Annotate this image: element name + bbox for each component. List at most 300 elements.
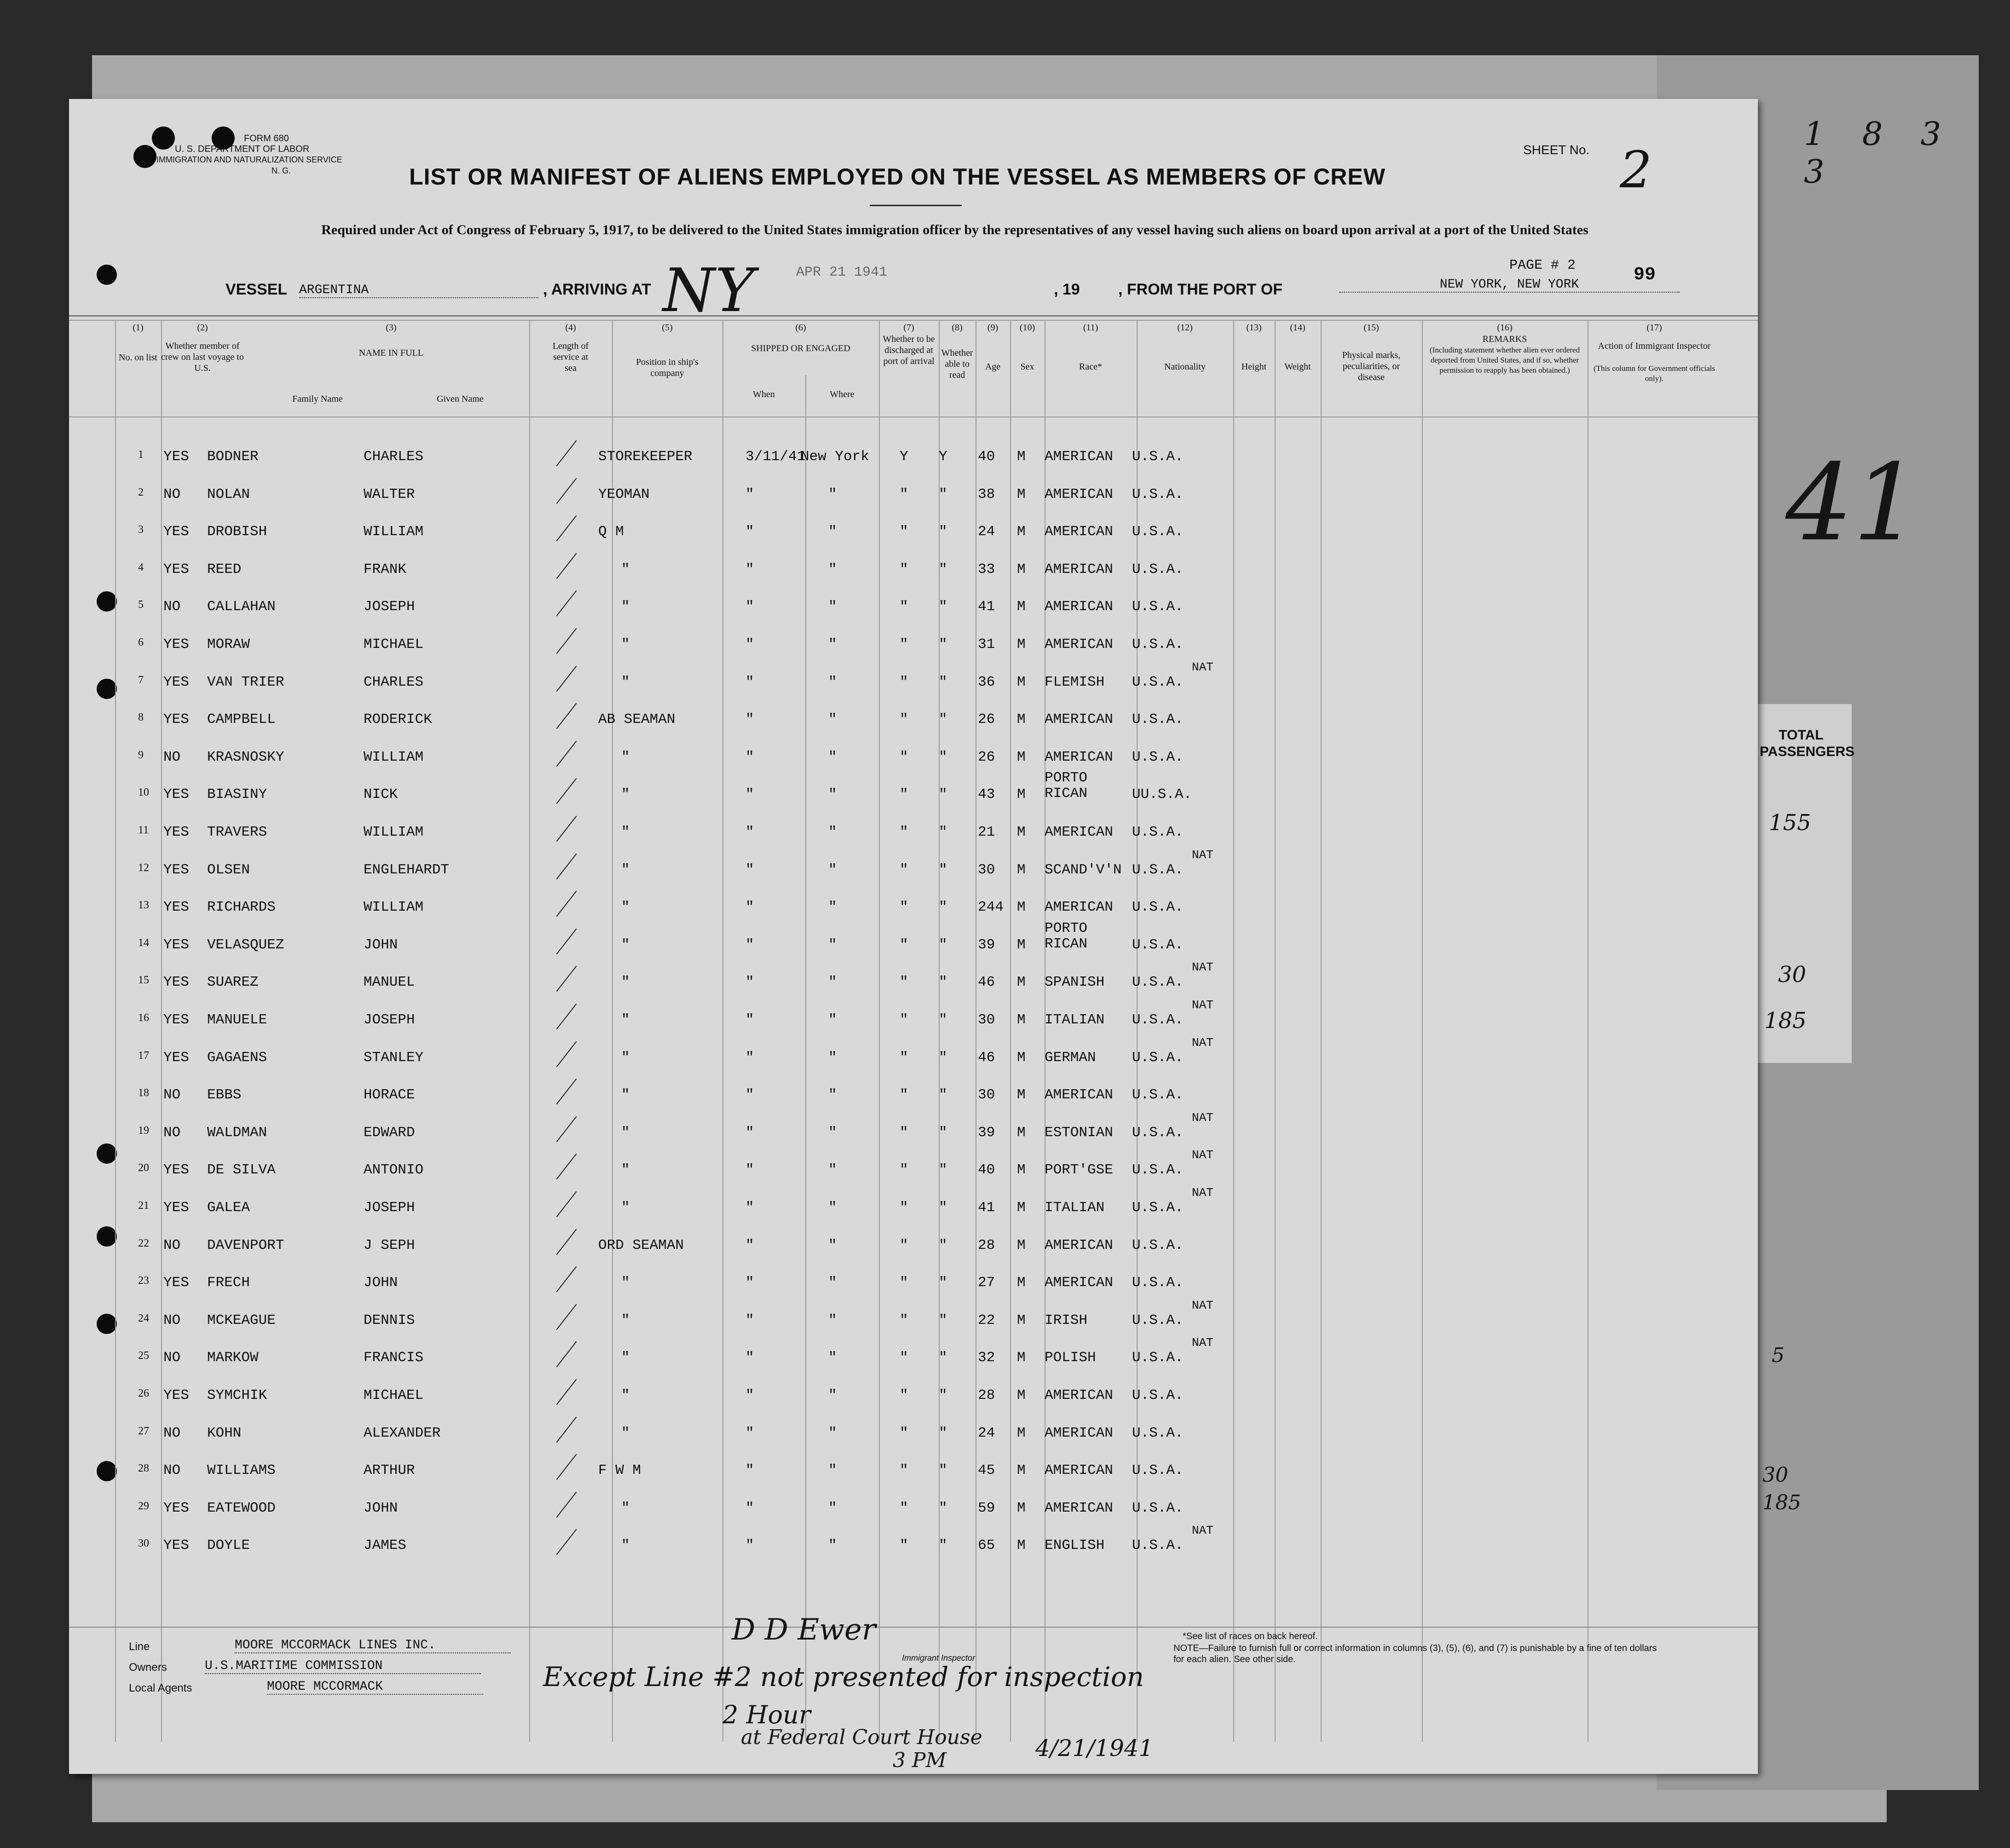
row-number: 18 bbox=[138, 1087, 149, 1099]
row-number: 30 bbox=[138, 1537, 149, 1550]
given-name: WALTER bbox=[364, 486, 415, 502]
able-to-read: " bbox=[939, 1425, 947, 1441]
race: AMERICAN bbox=[1045, 561, 1113, 578]
discharged: " bbox=[900, 1500, 908, 1516]
row-number: 12 bbox=[138, 861, 149, 874]
crew-last-voyage: YES bbox=[163, 1049, 189, 1066]
table-row bbox=[69, 899, 1758, 936]
shipped-where: " bbox=[828, 561, 837, 578]
able-to-read: " bbox=[939, 599, 947, 615]
col-3-given: Given Name bbox=[437, 394, 484, 404]
table-row bbox=[69, 561, 1758, 598]
sex: M bbox=[1017, 599, 1026, 615]
nationality: U.S.A. bbox=[1132, 561, 1184, 578]
age: 46 bbox=[978, 1049, 995, 1066]
sex: M bbox=[1017, 636, 1026, 653]
table-row bbox=[69, 660, 1758, 711]
age: 41 bbox=[978, 1200, 995, 1216]
sex: M bbox=[1017, 1387, 1026, 1403]
position: " bbox=[621, 1425, 630, 1441]
given-name: WILLIAM bbox=[364, 899, 424, 916]
given-name: WILLIAM bbox=[364, 824, 424, 840]
owners-value: U.S.MARITIME COMMISSION bbox=[205, 1659, 481, 1674]
title-rule bbox=[870, 205, 962, 206]
sex: M bbox=[1017, 449, 1026, 465]
family-name: KRASNOSKY bbox=[207, 749, 284, 765]
shipped-when: " bbox=[745, 1387, 754, 1403]
col-8-num: (8) bbox=[952, 323, 963, 333]
shipped-where: " bbox=[828, 674, 837, 690]
handwritten-note-2: 2 Hour bbox=[722, 1700, 811, 1729]
race: AMERICAN bbox=[1045, 1237, 1113, 1253]
family-name: DROBISH bbox=[207, 524, 267, 540]
crew-last-voyage: NO bbox=[163, 599, 181, 615]
col-4-num: (4) bbox=[565, 323, 576, 333]
shipped-when: " bbox=[745, 674, 754, 690]
col-6-when: When bbox=[753, 389, 775, 399]
position: " bbox=[621, 1124, 630, 1141]
table-row bbox=[69, 920, 1758, 974]
crew-last-voyage: YES bbox=[163, 824, 189, 840]
race: ITALIAN bbox=[1045, 1012, 1105, 1028]
shipped-where: " bbox=[828, 749, 837, 765]
sex: M bbox=[1017, 1537, 1026, 1554]
sex: M bbox=[1017, 1200, 1026, 1216]
col-5-label: Position in ship's company bbox=[636, 357, 699, 378]
family-name: NOLAN bbox=[207, 486, 250, 502]
position: " bbox=[621, 1049, 630, 1066]
race: AMERICAN bbox=[1045, 1462, 1113, 1479]
shipped-where: " bbox=[828, 1087, 837, 1103]
able-to-read: " bbox=[939, 899, 947, 916]
col-9-num: (9) bbox=[987, 323, 999, 333]
col-12-num: (12) bbox=[1177, 323, 1193, 333]
col-12-label: Nationality bbox=[1164, 362, 1206, 372]
age: 27 bbox=[978, 1275, 995, 1291]
table-row bbox=[69, 1524, 1758, 1574]
table-top-rule-2 bbox=[69, 320, 1758, 321]
shipped-when: " bbox=[745, 1237, 754, 1253]
given-name: ANTONIO bbox=[364, 1162, 424, 1178]
race: AMERICAN bbox=[1045, 1275, 1113, 1291]
position: " bbox=[621, 861, 630, 878]
nationality: U.S.A. bbox=[1132, 824, 1184, 840]
shipped-when: " bbox=[745, 899, 754, 916]
family-name: FRECH bbox=[207, 1275, 250, 1291]
handwritten-note-3: at Federal Court House bbox=[741, 1726, 982, 1749]
able-to-read: " bbox=[939, 1275, 947, 1291]
row-number: 10 bbox=[138, 786, 149, 799]
col-17-num: (17) bbox=[1646, 323, 1662, 333]
table-row bbox=[69, 1425, 1758, 1462]
table-row bbox=[69, 1387, 1758, 1424]
age: 24 bbox=[978, 1425, 995, 1441]
given-name: HORACE bbox=[364, 1087, 415, 1103]
family-name: SYMCHIK bbox=[207, 1387, 267, 1403]
given-name: CHARLES bbox=[364, 674, 424, 690]
race: FLEMISH bbox=[1045, 674, 1105, 690]
family-name: MCKEAGUE bbox=[207, 1312, 276, 1328]
row-number: 5 bbox=[138, 599, 144, 611]
position: " bbox=[621, 561, 630, 578]
age: 30 bbox=[978, 861, 995, 878]
agents-label: Local Agents bbox=[129, 1682, 192, 1694]
row-number: 25 bbox=[138, 1350, 149, 1362]
nationality: U.S.A. bbox=[1132, 636, 1184, 653]
given-name: FRANK bbox=[364, 561, 407, 578]
family-name: EATEWOOD bbox=[207, 1500, 276, 1516]
position: STOREKEEPER bbox=[598, 449, 693, 465]
age: 38 bbox=[978, 486, 995, 502]
able-to-read: " bbox=[939, 1387, 947, 1403]
crew-last-voyage: YES bbox=[163, 524, 189, 540]
corner-numbers: 1 8 3 3 bbox=[1804, 115, 1955, 191]
race: AMERICAN bbox=[1045, 486, 1113, 502]
race: GERMAN bbox=[1045, 1049, 1096, 1066]
position: " bbox=[621, 599, 630, 615]
row-number: 17 bbox=[138, 1049, 149, 1062]
shipped-where: " bbox=[828, 1387, 837, 1403]
family-name: DOYLE bbox=[207, 1537, 250, 1554]
punch-hole bbox=[133, 145, 156, 168]
col-11-label: Race* bbox=[1079, 362, 1102, 372]
shipped-where: " bbox=[828, 1350, 837, 1366]
col-5-num: (5) bbox=[662, 323, 673, 333]
age: 40 bbox=[978, 1162, 995, 1178]
sex: M bbox=[1017, 824, 1026, 840]
shipped-where: " bbox=[828, 599, 837, 615]
able-to-read: " bbox=[939, 1237, 947, 1253]
nationality: U.S.A. bbox=[1132, 861, 1184, 878]
service-short: N. G. bbox=[271, 166, 291, 175]
family-name: WILLIAMS bbox=[207, 1462, 276, 1479]
col-7-label: Whether to be discharged at port of arrival bbox=[883, 334, 935, 366]
nationality: U.S.A. bbox=[1132, 1500, 1184, 1516]
table-row bbox=[69, 824, 1758, 861]
able-to-read: " bbox=[939, 1049, 947, 1066]
shipped-where: " bbox=[828, 974, 837, 991]
col-4-label: Length of service at sea bbox=[552, 341, 589, 373]
shipped-where: " bbox=[828, 1162, 837, 1178]
position: Q M bbox=[598, 524, 624, 540]
row-number: 9 bbox=[138, 749, 144, 761]
age: 22 bbox=[978, 1312, 995, 1328]
given-name: JOSEPH bbox=[364, 599, 415, 615]
given-name: WILLIAM bbox=[364, 749, 424, 765]
row-number: 15 bbox=[138, 974, 149, 987]
col-2-num: (2) bbox=[197, 323, 208, 333]
shipped-where: " bbox=[828, 1124, 837, 1141]
shipped-where: New York bbox=[801, 449, 869, 465]
crew-last-voyage: NO bbox=[163, 1350, 181, 1366]
table-row bbox=[69, 1087, 1758, 1124]
col-8-label: Whether able to read bbox=[941, 348, 973, 380]
row-number: 23 bbox=[138, 1275, 149, 1287]
age: 26 bbox=[978, 749, 995, 765]
nationality: U.S.A. bbox=[1132, 1312, 1184, 1328]
row-number: 29 bbox=[138, 1500, 149, 1512]
discharged: Y bbox=[900, 449, 908, 465]
nationality: U.S.A. bbox=[1132, 749, 1184, 765]
nationality: U.S.A. bbox=[1132, 1462, 1184, 1479]
col-10-label: Sex bbox=[1020, 362, 1034, 372]
family-name: GALEA bbox=[207, 1200, 250, 1216]
discharged: " bbox=[900, 1425, 908, 1441]
given-name: ENGLEHARDT bbox=[364, 861, 450, 878]
discharged: " bbox=[900, 1312, 908, 1328]
able-to-read: " bbox=[939, 711, 947, 728]
crew-last-voyage: YES bbox=[163, 674, 189, 690]
col-13-num: (13) bbox=[1246, 323, 1262, 333]
shipped-when: " bbox=[745, 786, 754, 803]
nationality: U.S.A. bbox=[1132, 711, 1184, 728]
able-to-read: " bbox=[939, 824, 947, 840]
sex: M bbox=[1017, 1162, 1026, 1178]
discharged: " bbox=[900, 1275, 908, 1291]
age: 24 bbox=[978, 524, 995, 540]
col-16-label: REMARKS bbox=[1482, 334, 1527, 344]
crew-last-voyage: YES bbox=[163, 636, 189, 653]
family-name: KOHN bbox=[207, 1425, 242, 1441]
shipped-when: " bbox=[745, 861, 754, 878]
shipped-when: " bbox=[745, 524, 754, 540]
crew-last-voyage: NO bbox=[163, 1425, 181, 1441]
big-number: 41 bbox=[1785, 442, 1920, 565]
discharged: " bbox=[900, 899, 908, 916]
sex: M bbox=[1017, 1500, 1026, 1516]
discharged: " bbox=[900, 1124, 908, 1141]
row-number: 24 bbox=[138, 1312, 149, 1324]
discharged: " bbox=[900, 636, 908, 653]
able-to-read: " bbox=[939, 1462, 947, 1479]
shipped-where: " bbox=[828, 1275, 837, 1291]
able-to-read: " bbox=[939, 636, 947, 653]
nationality: U.S.A. bbox=[1132, 674, 1184, 690]
row-number: 16 bbox=[138, 1012, 149, 1024]
sex: M bbox=[1017, 1237, 1026, 1253]
nationality: U.S.A. bbox=[1132, 1275, 1184, 1291]
crew-last-voyage: YES bbox=[163, 1012, 189, 1028]
row-number: 21 bbox=[138, 1200, 149, 1212]
tally-value-3: 185 bbox=[1764, 1008, 1807, 1034]
race: AMERICAN bbox=[1045, 749, 1113, 765]
nationality: U.S.A. bbox=[1132, 1425, 1184, 1441]
shipped-when: " bbox=[745, 936, 754, 953]
position: " bbox=[621, 1537, 630, 1554]
page-label: PAGE # 2 bbox=[1509, 258, 1576, 273]
table-row bbox=[69, 1237, 1758, 1274]
shipped-where: " bbox=[828, 1500, 837, 1516]
nationality: U.S.A. bbox=[1132, 1237, 1184, 1253]
shipped-where: " bbox=[828, 1049, 837, 1066]
table-row bbox=[69, 998, 1758, 1049]
position: F W M bbox=[598, 1462, 641, 1479]
age: 65 bbox=[978, 1537, 995, 1554]
shipped-when: " bbox=[745, 561, 754, 578]
tally-card bbox=[1749, 704, 1855, 1063]
able-to-read: " bbox=[939, 1087, 947, 1103]
handwritten-note-1: Except Line #2 not presented for inspection bbox=[543, 1661, 1144, 1692]
row-number: 27 bbox=[138, 1425, 149, 1437]
discharged: " bbox=[900, 1012, 908, 1028]
shipped-where: " bbox=[828, 899, 837, 916]
able-to-read: " bbox=[939, 861, 947, 878]
table-row bbox=[69, 1275, 1758, 1311]
col-3-num: (3) bbox=[386, 323, 397, 333]
sex: M bbox=[1017, 749, 1026, 765]
sex: M bbox=[1017, 1350, 1026, 1366]
crew-last-voyage: NO bbox=[163, 486, 181, 502]
shipped-where: " bbox=[828, 711, 837, 728]
family-name: CALLAHAN bbox=[207, 599, 276, 615]
given-name: EDWARD bbox=[364, 1124, 415, 1141]
shipped-where: " bbox=[828, 1200, 837, 1216]
agents-value: MOORE MCCORMACK bbox=[267, 1680, 483, 1695]
discharged: " bbox=[900, 561, 908, 578]
vessel-name: ARGENTINA bbox=[299, 283, 538, 298]
nat-note: NAT bbox=[1192, 960, 1213, 975]
shipped-when: " bbox=[745, 1425, 754, 1441]
shipped-when: " bbox=[745, 824, 754, 840]
col-3-label: NAME IN FULL bbox=[359, 348, 423, 358]
race: AMERICAN bbox=[1045, 1387, 1113, 1403]
discharged: " bbox=[900, 1162, 908, 1178]
family-name: EBBS bbox=[207, 1087, 242, 1103]
shipped-when: " bbox=[745, 1350, 754, 1366]
age: 43 bbox=[978, 786, 995, 803]
nationality: U.S.A. bbox=[1132, 1124, 1184, 1141]
family-name: MARKOW bbox=[207, 1350, 259, 1366]
nat-note: NAT bbox=[1192, 1186, 1213, 1200]
form-subtitle: Required under Act of Congress of February 5, 1917, to be delivered to the United States immigration officer by the representatives of any vessel having such aliens on board upon arrival at a port of the United States bbox=[321, 222, 1588, 237]
col-17-label: Action of Immigrant Inspector bbox=[1598, 341, 1711, 351]
given-name: ARTHUR bbox=[364, 1462, 415, 1479]
shipped-where: " bbox=[828, 1237, 837, 1253]
position: YEOMAN bbox=[598, 486, 650, 502]
discharged: " bbox=[900, 1537, 908, 1554]
from-label: , FROM THE PORT OF bbox=[1118, 281, 1282, 298]
able-to-read: " bbox=[939, 561, 947, 578]
position: ORD SEAMAN bbox=[598, 1237, 684, 1253]
position: " bbox=[621, 786, 630, 803]
family-name: REED bbox=[207, 561, 242, 578]
shipped-when: " bbox=[745, 636, 754, 653]
age: 28 bbox=[978, 1237, 995, 1253]
age: 59 bbox=[978, 1500, 995, 1516]
table-row bbox=[69, 1500, 1758, 1537]
able-to-read: " bbox=[939, 674, 947, 690]
race: AMERICAN bbox=[1045, 599, 1113, 615]
sheet-number: 2 bbox=[1620, 140, 1652, 199]
col-9-label: Age bbox=[985, 362, 1001, 372]
table-row bbox=[69, 1035, 1758, 1086]
col-7-num: (7) bbox=[903, 323, 914, 333]
inspector-signature: D D Ewer bbox=[732, 1613, 876, 1647]
nationality: UU.S.A. bbox=[1132, 786, 1192, 803]
shipped-where: " bbox=[828, 1462, 837, 1479]
family-name: DAVENPORT bbox=[207, 1237, 284, 1253]
col-14-num: (14) bbox=[1290, 323, 1305, 333]
given-name: JOSEPH bbox=[364, 1012, 415, 1028]
shipped-when: " bbox=[745, 1312, 754, 1328]
family-name: CAMPBELL bbox=[207, 711, 276, 728]
position: " bbox=[621, 674, 630, 690]
race: AMERICAN bbox=[1045, 711, 1113, 728]
nationality: U.S.A. bbox=[1132, 1350, 1184, 1366]
table-top-rule bbox=[69, 315, 1758, 317]
age: 39 bbox=[978, 1124, 995, 1141]
sex: M bbox=[1017, 711, 1026, 728]
port-mark: NY bbox=[663, 255, 755, 325]
nat-note: NAT bbox=[1192, 998, 1213, 1012]
col-16-num: (16) bbox=[1497, 323, 1513, 333]
family-name: GAGAENS bbox=[207, 1049, 267, 1066]
able-to-read: " bbox=[939, 1500, 947, 1516]
position: " bbox=[621, 636, 630, 653]
table-row bbox=[69, 1298, 1758, 1349]
shipped-when: " bbox=[745, 711, 754, 728]
shipped-where: " bbox=[828, 1012, 837, 1028]
race: POLISH bbox=[1045, 1350, 1096, 1366]
department: U. S. DEPARTMENT OF LABOR bbox=[175, 144, 310, 154]
race: AMERICAN bbox=[1045, 1087, 1113, 1103]
sex: M bbox=[1017, 1087, 1026, 1103]
crew-last-voyage: NO bbox=[163, 1462, 181, 1479]
sex: M bbox=[1017, 674, 1026, 690]
race: SCAND'V'N bbox=[1045, 861, 1122, 878]
discharged: " bbox=[900, 599, 908, 615]
table-row bbox=[69, 486, 1758, 523]
nat-note: NAT bbox=[1192, 1148, 1213, 1162]
nationality: U.S.A. bbox=[1132, 936, 1184, 953]
family-name: BIASINY bbox=[207, 786, 267, 803]
race: ITALIAN bbox=[1045, 1200, 1105, 1216]
nationality: U.S.A. bbox=[1132, 1087, 1184, 1103]
shipped-where: " bbox=[828, 1537, 837, 1554]
position: " bbox=[621, 1500, 630, 1516]
race: AMERICAN bbox=[1045, 824, 1113, 840]
row-number: 19 bbox=[138, 1124, 149, 1137]
col-15-label: Physical marks, peculiarities, or disease bbox=[1342, 350, 1401, 382]
footer-rule bbox=[69, 1627, 1758, 1628]
discharged: " bbox=[900, 1237, 908, 1253]
nationality: U.S.A. bbox=[1132, 974, 1184, 991]
discharged: " bbox=[900, 524, 908, 540]
row-number: 1 bbox=[138, 449, 144, 461]
table-row bbox=[69, 524, 1758, 560]
position: " bbox=[621, 974, 630, 991]
header-bottom-rule bbox=[69, 416, 1758, 417]
nat-note: NAT bbox=[1192, 848, 1213, 862]
col-3-family: Family Name bbox=[292, 394, 343, 404]
given-name: JOSEPH bbox=[364, 1200, 415, 1216]
discharged: " bbox=[900, 786, 908, 803]
position: " bbox=[621, 1387, 630, 1403]
nationality: U.S.A. bbox=[1132, 449, 1184, 465]
handwritten-date: 4/21/1941 bbox=[1035, 1735, 1154, 1761]
arriving-label: , ARRIVING AT bbox=[543, 281, 651, 298]
nationality: U.S.A. bbox=[1132, 1049, 1184, 1066]
given-name: RODERICK bbox=[364, 711, 432, 728]
vessel-label: VESSEL bbox=[225, 281, 288, 298]
race: ESTONIAN bbox=[1045, 1124, 1113, 1141]
tally-value-2: 30 bbox=[1778, 962, 1807, 988]
shipped-where: " bbox=[828, 786, 837, 803]
table-row bbox=[69, 1148, 1758, 1199]
race: ENGLISH bbox=[1045, 1537, 1105, 1554]
table-row bbox=[69, 599, 1758, 635]
nat-note: NAT bbox=[1192, 1035, 1213, 1050]
